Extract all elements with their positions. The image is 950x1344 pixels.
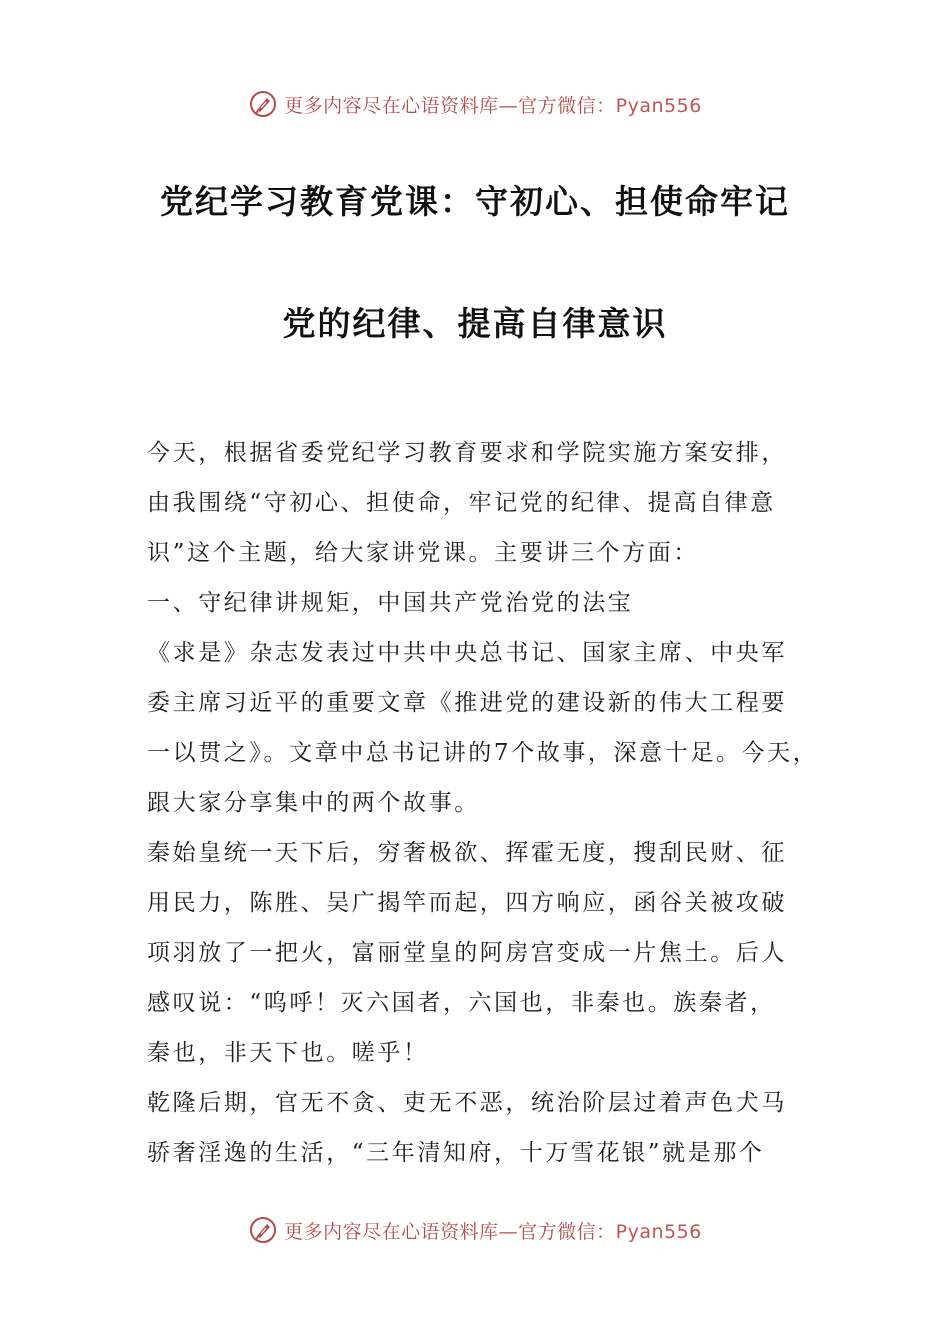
footer-banner <box>0 1210 950 1250</box>
page-title-line-2: 党的纪律、提高自律意识 <box>282 304 668 343</box>
body-line: 今天，根据省委党纪学习教育要求和学院实施方案安排， <box>147 440 787 466</box>
body-line: 乾隆后期，官无不贪、吏无不恶，统治阶层过着声色犬马 <box>147 1090 787 1116</box>
body-line: 感叹说：“呜呼！灭六国者，六国也，非秦也。族秦者， <box>147 990 776 1016</box>
body-line: 秦始皇统一天下后，穷奢极欲、挥霍无度，搜刮民财、征 <box>147 840 787 866</box>
body-line: 项羽放了一把火，富丽堂皇的阿房宫变成一片焦土。后人 <box>147 940 787 966</box>
header-banner-label: 更多内容尽在心语资料库—官方微信： <box>284 94 616 117</box>
header-banner <box>0 84 950 124</box>
body-line: 一以贯之》。文章中总书记讲的7个故事，深意十足。今天， <box>147 740 819 766</box>
footer-banner-text <box>284 1217 702 1244</box>
body-line: 用民力，陈胜、吴广揭竿而起，四方响应，函谷关被攻破 <box>147 890 787 916</box>
body-line: 跟大家分享集中的两个故事。 <box>147 790 480 816</box>
header-banner-text <box>284 91 702 118</box>
body-line: 由我围绕“守初心、担使命，牢记党的纪律、提高自律意 <box>147 490 776 516</box>
document-body <box>147 428 827 1178</box>
body-line: 识”这个主题，给大家讲党课。主要讲三个方面： <box>147 540 699 566</box>
page-title-line-1: 党纪学习教育党课：守初心、担使命牢记 <box>160 182 790 221</box>
footer-banner-label: 更多内容尽在心语资料库—官方微信： <box>284 1220 616 1243</box>
pen-nib-logo-icon <box>248 89 278 119</box>
body-line: 《求是》杂志发表过中共中央总书记、国家主席、中央军 <box>147 640 787 666</box>
body-line: 骄奢淫逸的生活，“三年清知府，十万雪花银”就是那个 <box>147 1140 765 1166</box>
pen-nib-logo-icon <box>248 1215 278 1245</box>
footer-banner-handle: Pyan556 <box>615 1220 702 1243</box>
body-line: 秦也，非天下也。嗟乎！ <box>147 1040 429 1066</box>
header-banner-handle: Pyan556 <box>615 94 702 117</box>
body-line: 委主席习近平的重要文章《推进党的建设新的伟大工程要 <box>147 690 787 716</box>
section-heading: 一、守纪律讲规矩，中国共产党治党的法宝 <box>147 590 634 616</box>
